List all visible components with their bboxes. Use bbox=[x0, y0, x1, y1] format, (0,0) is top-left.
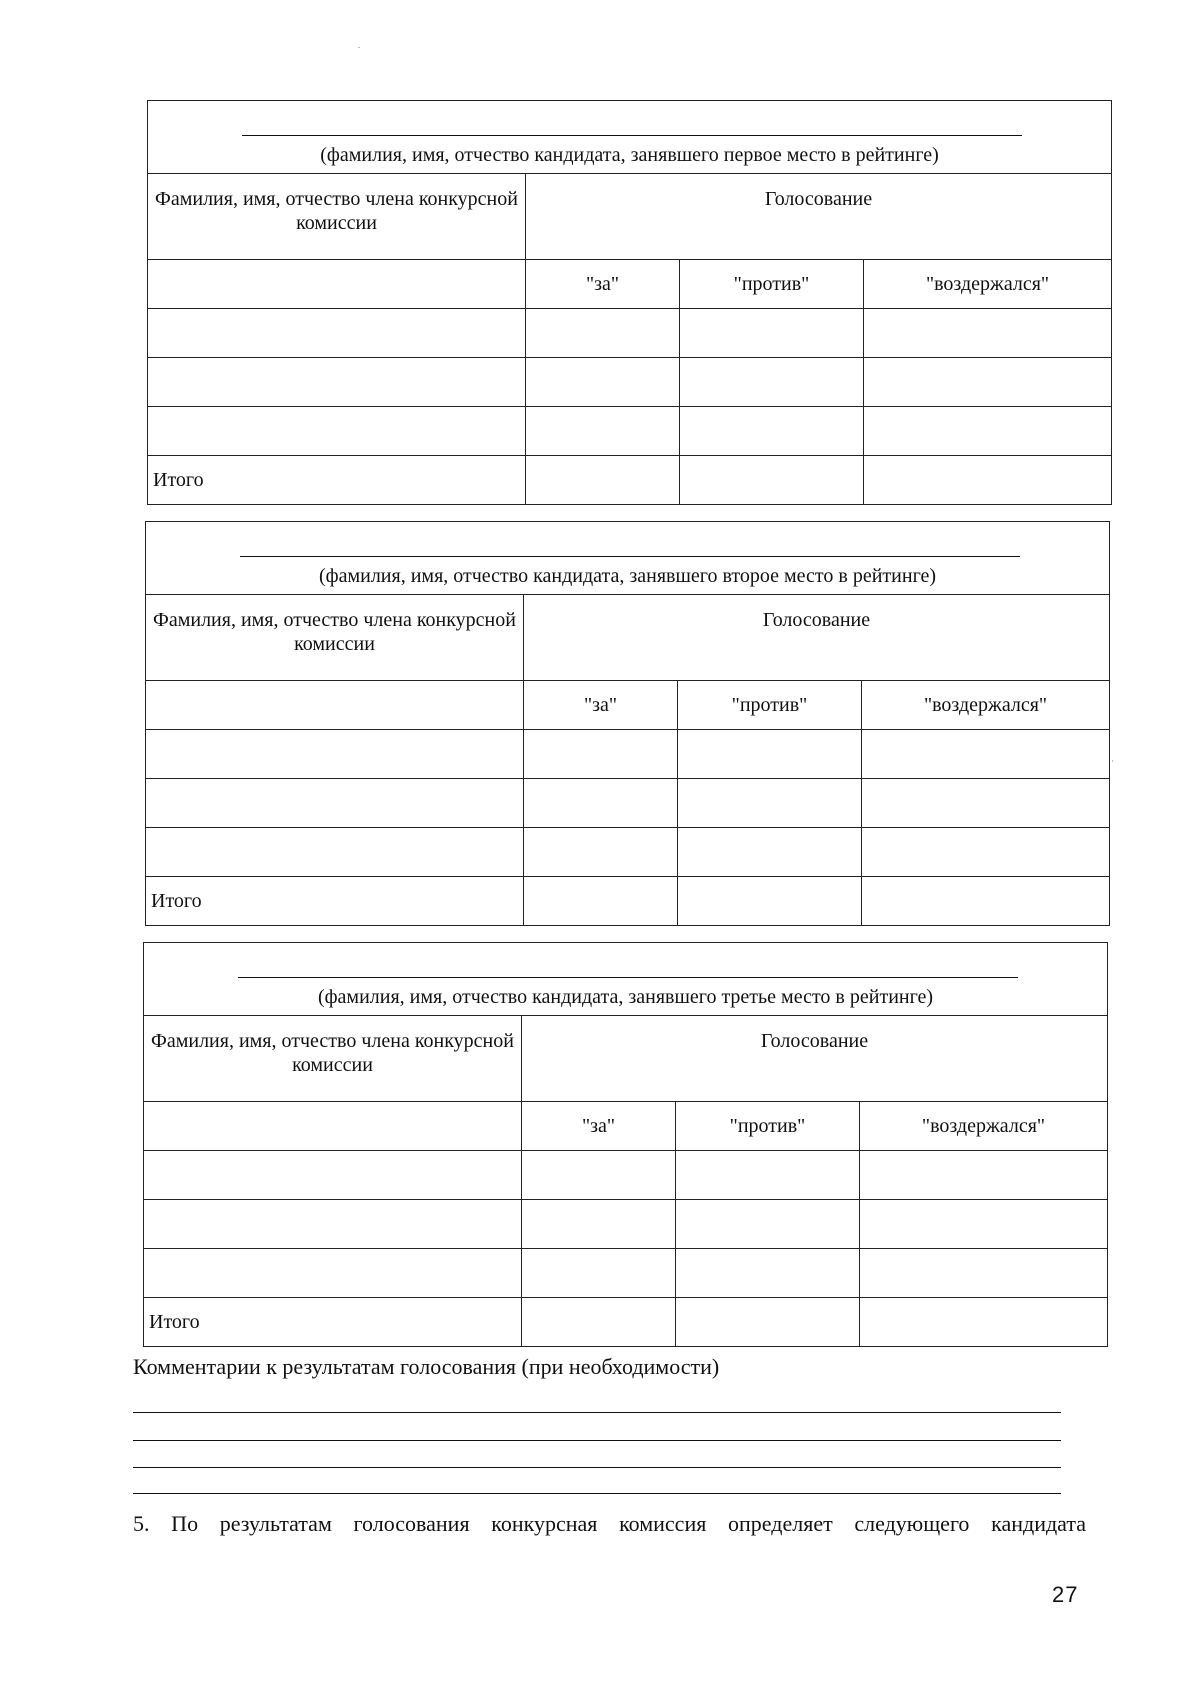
total-label: Итого bbox=[144, 1298, 522, 1347]
comment-line[interactable] bbox=[133, 1412, 1061, 1413]
table-row bbox=[144, 1249, 1108, 1298]
candidate-name-field[interactable] bbox=[146, 522, 1110, 595]
table-row bbox=[146, 828, 1110, 877]
voting-header: Голосование bbox=[526, 174, 1112, 260]
vote-against-cell[interactable] bbox=[676, 1200, 860, 1249]
vote-against-cell[interactable] bbox=[676, 1249, 860, 1298]
candidate-name-field[interactable] bbox=[148, 101, 1112, 174]
vote-against-cell[interactable] bbox=[680, 309, 864, 358]
table-row bbox=[146, 779, 1110, 828]
table-row bbox=[148, 407, 1112, 456]
vote-for-cell[interactable] bbox=[526, 407, 680, 456]
vote-abstain-header: "воздержался" bbox=[864, 260, 1112, 309]
vote-against-cell[interactable] bbox=[676, 1151, 860, 1200]
total-label: Итого bbox=[148, 456, 526, 505]
member-name-cell[interactable] bbox=[144, 1249, 522, 1298]
vote-abstain-cell[interactable] bbox=[860, 1151, 1108, 1200]
member-name-cell[interactable] bbox=[144, 1200, 522, 1249]
vote-abstain-cell[interactable] bbox=[862, 730, 1110, 779]
candidate-name-field[interactable] bbox=[144, 943, 1108, 1016]
vote-for-cell[interactable] bbox=[526, 358, 680, 407]
comment-line[interactable] bbox=[133, 1440, 1061, 1441]
vote-against-cell[interactable] bbox=[678, 779, 862, 828]
candidate-caption: (фамилия, имя, отчество кандидата, занявшего второе место в рейтинге) bbox=[318, 565, 937, 587]
vote-for-cell[interactable] bbox=[524, 779, 678, 828]
empty-header-cell bbox=[144, 1102, 522, 1151]
vote-for-header: "за" bbox=[522, 1102, 676, 1151]
vote-abstain-header: "воздержался" bbox=[862, 681, 1110, 730]
table-row bbox=[148, 309, 1112, 358]
table-row bbox=[144, 1200, 1108, 1249]
total-abstain-cell[interactable] bbox=[860, 1298, 1108, 1347]
total-label: Итого bbox=[146, 877, 524, 926]
comments-label: Комментарии к результатам голосования (при необходимости) bbox=[133, 1354, 720, 1379]
total-for-cell[interactable] bbox=[526, 456, 680, 505]
total-row bbox=[144, 1298, 1108, 1347]
total-abstain-cell[interactable] bbox=[864, 456, 1112, 505]
paragraph-5: 5. По результатам голосования конкурсная комиссия определяет следующего кандидата bbox=[133, 1511, 1086, 1536]
vote-abstain-cell[interactable] bbox=[860, 1249, 1108, 1298]
candidate-name-line bbox=[238, 977, 1018, 978]
empty-header-cell bbox=[148, 260, 526, 309]
vote-for-cell[interactable] bbox=[524, 730, 678, 779]
vote-for-cell[interactable] bbox=[522, 1151, 676, 1200]
vote-abstain-cell[interactable] bbox=[864, 358, 1112, 407]
total-against-cell[interactable] bbox=[680, 456, 864, 505]
member-name-cell[interactable] bbox=[146, 730, 524, 779]
candidate-name-line bbox=[240, 556, 1020, 557]
scan-speck bbox=[1112, 760, 1113, 762]
member-name-cell[interactable] bbox=[148, 358, 526, 407]
member-name-cell[interactable] bbox=[144, 1151, 522, 1200]
vote-for-cell[interactable] bbox=[522, 1249, 676, 1298]
total-for-cell[interactable] bbox=[524, 877, 678, 926]
vote-table-second-place bbox=[145, 521, 1110, 926]
member-name-header: Фамилия, имя, отчество члена конкурсной комиссии bbox=[148, 174, 526, 260]
vote-abstain-cell[interactable] bbox=[864, 407, 1112, 456]
vote-for-cell[interactable] bbox=[522, 1200, 676, 1249]
vote-against-cell[interactable] bbox=[680, 407, 864, 456]
vote-against-cell[interactable] bbox=[678, 730, 862, 779]
total-row bbox=[148, 456, 1112, 505]
vote-abstain-cell[interactable] bbox=[860, 1200, 1108, 1249]
page-number: 27 bbox=[1052, 1582, 1079, 1607]
vote-abstain-header: "воздержался" bbox=[860, 1102, 1108, 1151]
vote-for-cell[interactable] bbox=[524, 828, 678, 877]
total-abstain-cell[interactable] bbox=[862, 877, 1110, 926]
member-name-cell[interactable] bbox=[146, 828, 524, 877]
scan-speck bbox=[358, 47, 360, 48]
vote-table-third-place bbox=[143, 942, 1108, 1347]
comment-line[interactable] bbox=[133, 1467, 1061, 1468]
vote-against-header: "против" bbox=[676, 1102, 860, 1151]
total-row bbox=[146, 877, 1110, 926]
vote-for-header: "за" bbox=[526, 260, 680, 309]
comment-line[interactable] bbox=[133, 1493, 1061, 1494]
voting-header: Голосование bbox=[522, 1016, 1108, 1102]
voting-header: Голосование bbox=[524, 595, 1110, 681]
member-name-header: Фамилия, имя, отчество члена конкурсной комиссии bbox=[146, 595, 524, 681]
total-against-cell[interactable] bbox=[676, 1298, 860, 1347]
member-name-cell[interactable] bbox=[146, 779, 524, 828]
member-name-header: Фамилия, имя, отчество члена конкурсной комиссии bbox=[144, 1016, 522, 1102]
candidate-caption: (фамилия, имя, отчество кандидата, занявшего первое место в рейтинге) bbox=[320, 144, 939, 166]
vote-against-header: "против" bbox=[680, 260, 864, 309]
member-name-cell[interactable] bbox=[148, 407, 526, 456]
vote-abstain-cell[interactable] bbox=[864, 309, 1112, 358]
vote-for-cell[interactable] bbox=[526, 309, 680, 358]
vote-abstain-cell[interactable] bbox=[862, 779, 1110, 828]
vote-against-header: "против" bbox=[678, 681, 862, 730]
member-name-cell[interactable] bbox=[148, 309, 526, 358]
vote-for-header: "за" bbox=[524, 681, 678, 730]
total-for-cell[interactable] bbox=[522, 1298, 676, 1347]
table-row bbox=[148, 358, 1112, 407]
candidate-name-line bbox=[242, 135, 1022, 136]
vote-against-cell[interactable] bbox=[678, 828, 862, 877]
total-against-cell[interactable] bbox=[678, 877, 862, 926]
vote-abstain-cell[interactable] bbox=[862, 828, 1110, 877]
vote-table-first-place bbox=[147, 100, 1112, 505]
vote-against-cell[interactable] bbox=[680, 358, 864, 407]
table-row bbox=[146, 730, 1110, 779]
candidate-caption: (фамилия, имя, отчество кандидата, занявшего третье место в рейтинге) bbox=[317, 986, 934, 1008]
table-row bbox=[144, 1151, 1108, 1200]
empty-header-cell bbox=[146, 681, 524, 730]
